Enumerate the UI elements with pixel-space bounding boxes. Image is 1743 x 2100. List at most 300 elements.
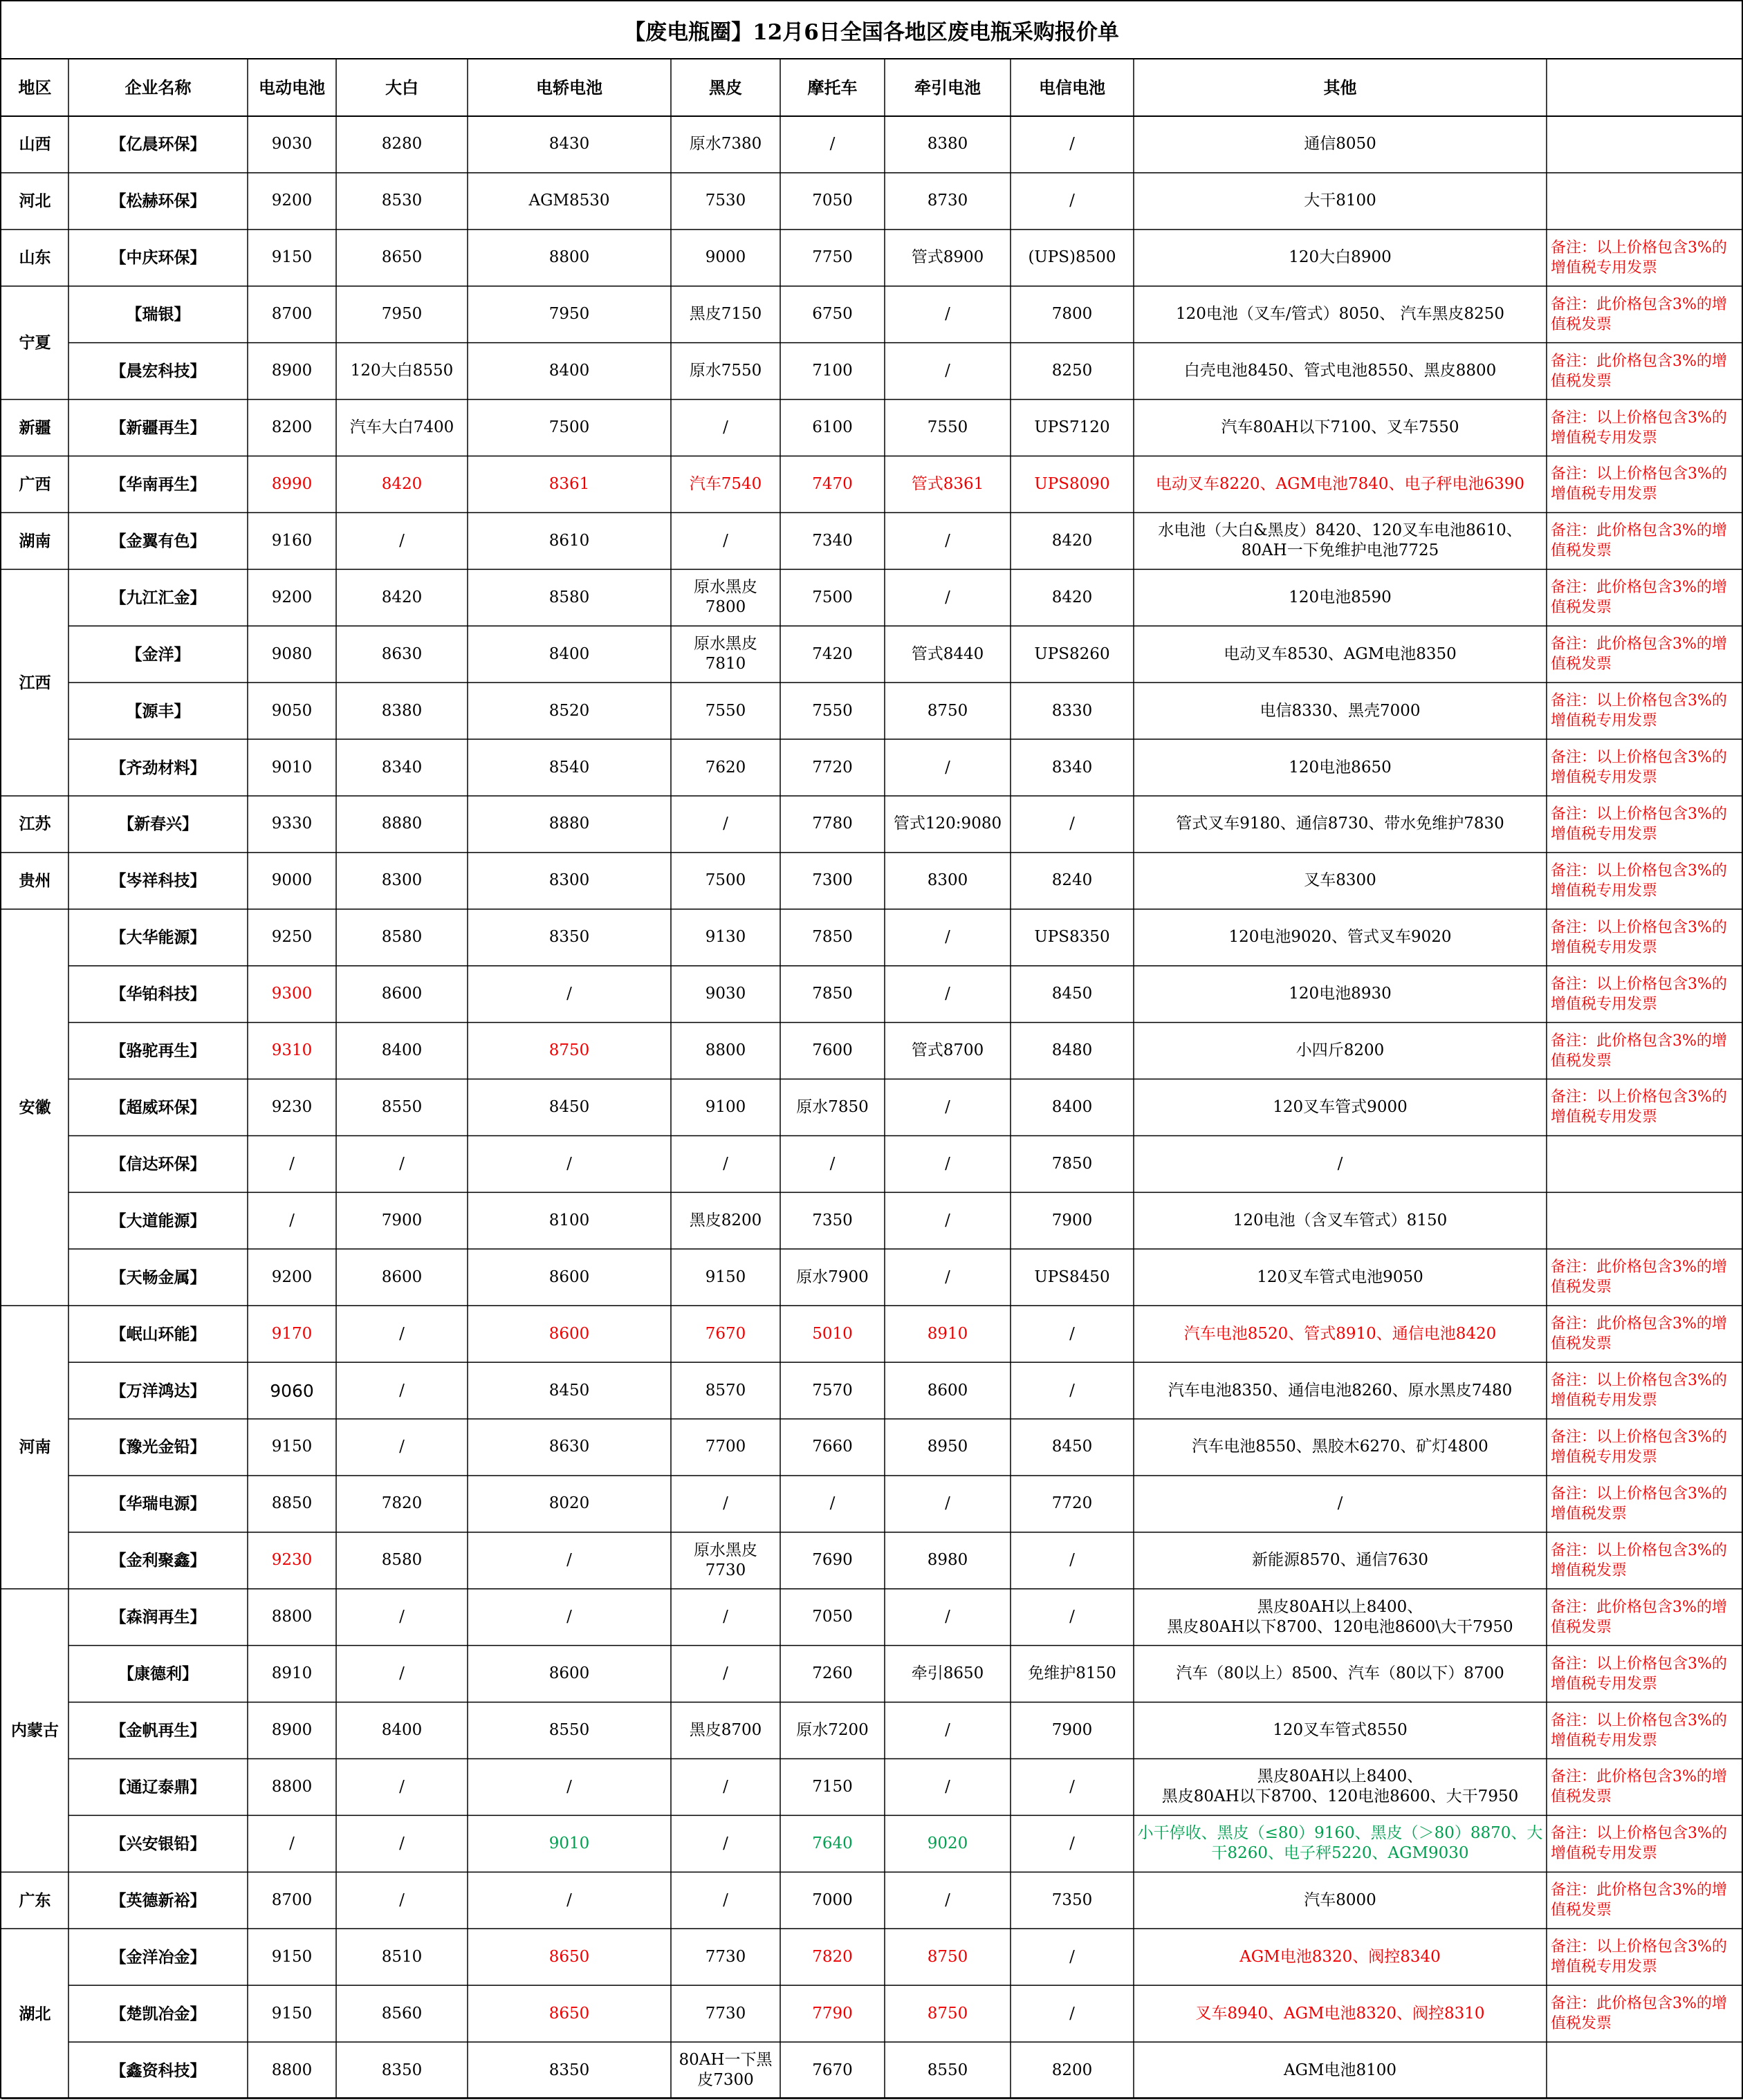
price-cell: 9100 [705, 1097, 746, 1116]
other-cell: 大干8100 [1304, 192, 1376, 210]
price-cell: / [289, 1834, 295, 1852]
price-cell: / [945, 362, 950, 380]
price-cell: 9060 [270, 1380, 314, 1401]
company-name: 【源丰】 [126, 701, 190, 721]
remark-cell: 备注：以上价格包含3%的增值税发票 [1551, 1485, 1727, 1523]
price-cell: 7620 [705, 758, 746, 777]
remark-cell: 备注：以上价格包含3%的增值税专用发票 [1551, 918, 1727, 956]
other-cell: 120叉车管式电池9050 [1257, 1267, 1423, 1286]
price-cell: 8880 [548, 815, 590, 833]
other-cell: 120电池8590 [1289, 588, 1392, 606]
price-cell: 8450 [548, 1381, 590, 1400]
price-cell: UPS7120 [1034, 418, 1110, 437]
price-cell: 9160 [271, 531, 313, 550]
remark-cell: 备注：以上价格包含3%的增值税专用发票 [1551, 1088, 1727, 1126]
price-cell: 7750 [812, 248, 853, 267]
price-cell: 8580 [381, 1551, 423, 1570]
price-cell: 6750 [812, 305, 853, 324]
company-name: 【华瑞电源】 [110, 1494, 206, 1514]
remark-cell: 备注：以上价格包含3%的增值税专用发票 [1551, 1428, 1727, 1466]
price-cell: 原水7900 [796, 1267, 869, 1286]
remark-cell: 备注：以上价格包含3%的增值税专用发票 [1551, 465, 1727, 503]
price-cell: / [945, 985, 950, 1003]
remark-cell: 备注：以上价格包含3%的增值税专用发票 [1551, 975, 1727, 1013]
remark-cell: 备注：此价格包含3%的增值税发票 [1551, 1315, 1727, 1353]
price-cell: 7500 [705, 871, 746, 890]
price-cell: 7850 [812, 985, 853, 1003]
price-cell: 8340 [381, 758, 423, 777]
other-cell: 汽车电池8550、黑胶木6270、矿灯4800 [1192, 1438, 1488, 1456]
price-cell: / [829, 1494, 836, 1513]
price-cell: 8600 [381, 985, 423, 1003]
price-cell: 7720 [812, 758, 853, 777]
other-cell: AGM电池8100 [1283, 2061, 1397, 2079]
price-cell: 7950 [548, 305, 590, 324]
remark-cell: 备注：以上价格包含3%的增值税专用发票 [1551, 1372, 1727, 1410]
price-cell: 7550 [812, 701, 853, 720]
price-cell: / [945, 928, 950, 947]
price-cell: 8540 [548, 758, 590, 777]
other-cell: 黑皮80AH以上8400、 黑皮80AH以下8700、120电池8600、大干7950 [1161, 1767, 1519, 1806]
price-cell: / [723, 418, 728, 437]
remark-cell [1547, 116, 1743, 173]
price-cell: / [399, 1381, 405, 1400]
region-label: 江西 [19, 673, 51, 692]
other-cell: 电动叉车8220、AGM电池7840、电子秤电池6390 [1155, 474, 1525, 493]
company-name: 【豫光金铅】 [110, 1438, 206, 1457]
price-cell: 7500 [812, 588, 853, 606]
price-cell: 9150 [271, 2004, 313, 2023]
price-cell: / [1069, 1381, 1075, 1400]
price-cell: / [723, 1777, 728, 1796]
company-name: 【岷山环能】 [110, 1324, 206, 1344]
company-name: 【天畅金属】 [110, 1267, 206, 1287]
region-label: 山东 [19, 248, 51, 268]
remark-cell: 备注：以上价格包含3%的增值税专用发票 [1551, 805, 1727, 843]
company-name: 【楚凯冶金】 [110, 2004, 206, 2023]
price-cell: 8510 [381, 1947, 423, 1966]
price-cell: / [399, 1438, 405, 1456]
price-cell: 汽车大白7400 [349, 418, 454, 437]
company-name: 【金翼有色】 [110, 531, 206, 550]
price-cell: 9150 [271, 1947, 313, 1966]
remark-cell: 备注：此价格包含3%的增值税发票 [1551, 1258, 1727, 1297]
price-cell: / [399, 1154, 405, 1173]
price-cell: (UPS)8500 [1028, 248, 1116, 267]
other-cell: 汽车8000 [1304, 1890, 1376, 1909]
company-name: 【骆驼再生】 [110, 1041, 206, 1061]
price-cell: / [1069, 1608, 1075, 1626]
price-cell: 8750 [927, 701, 968, 720]
other-cell: 120电池8930 [1289, 985, 1392, 1003]
price-cell: 9000 [705, 248, 746, 267]
price-cell: 7670 [812, 2061, 853, 2079]
company-name: 【兴安银铅】 [110, 1834, 206, 1853]
price-cell: / [723, 1494, 728, 1513]
price-cell: / [399, 1834, 405, 1852]
price-cell: 8750 [927, 2004, 968, 2023]
price-cell: UPS8090 [1034, 474, 1110, 493]
price-cell: 8450 [1051, 985, 1093, 1003]
company-name: 【万洋鸿达】 [110, 1381, 206, 1400]
price-cell: 7570 [812, 1381, 853, 1400]
region-label: 贵州 [19, 871, 51, 891]
other-cell: 电信8330、黑壳7000 [1260, 701, 1421, 720]
price-cell: / [1069, 1947, 1075, 1966]
price-cell: / [566, 1777, 572, 1796]
other-cell: 120叉车管式8550 [1273, 1721, 1408, 1740]
remark-cell: 备注：以上价格包含3%的增值税专用发票 [1551, 1711, 1727, 1749]
price-cell: 7300 [812, 871, 853, 890]
remark-cell: 备注：此价格包含3%的增值税发票 [1551, 522, 1727, 560]
other-cell: 管式叉车9180、通信8730、带水免维护7830 [1176, 815, 1504, 833]
region-label: 新疆 [19, 418, 51, 438]
page-title: 【废电瓶圈】12月6日全国各地区废电瓶采购报价单 [1, 1, 1742, 59]
price-cell: / [1069, 1834, 1075, 1852]
price-cell: / [945, 305, 950, 324]
remark-cell: 备注：此价格包含3%的增值税发票 [1551, 1598, 1727, 1636]
remark-cell: 备注：以上价格包含3%的增值税专用发票 [1551, 1938, 1727, 1976]
price-cell: 7420 [812, 644, 853, 663]
price-cell: 管式120:9080 [893, 815, 1002, 833]
column-header: 企业名称 [124, 77, 192, 97]
price-cell: / [723, 1154, 728, 1173]
price-cell: / [289, 1211, 295, 1229]
remark-cell: 备注：以上价格包含3%的增值税专用发票 [1551, 239, 1727, 277]
price-cell: 9010 [271, 758, 313, 777]
price-cell: 8910 [271, 1664, 313, 1683]
price-cell: 8400 [1051, 1097, 1093, 1116]
price-cell: 8750 [548, 1041, 590, 1060]
price-cell: 8980 [927, 1551, 968, 1570]
price-cell: / [945, 1608, 950, 1626]
price-cell: 8800 [271, 1777, 313, 1796]
price-cell: / [1069, 2004, 1075, 2023]
price-cell: 8610 [548, 531, 590, 550]
price-cell: / [829, 135, 836, 154]
remark-cell: 备注：此价格包含3%的增值税发票 [1551, 1768, 1727, 1806]
other-cell: 120大白8900 [1289, 248, 1392, 267]
company-name: 【金洋】 [126, 644, 190, 664]
other-cell: 黑皮80AH以上8400、 黑皮80AH以下8700、120电池8600\大干7950 [1167, 1597, 1513, 1636]
price-cell: 原水黑皮7800 [694, 578, 757, 617]
price-cell: / [945, 1494, 950, 1513]
price-cell: 8550 [548, 1721, 590, 1740]
price-cell: 7350 [812, 1211, 853, 1229]
price-cell: 8900 [271, 1721, 313, 1740]
remark-cell: 备注：以上价格包含3%的增值税专用发票 [1551, 749, 1727, 786]
price-cell: 9170 [271, 1324, 313, 1343]
other-cell: 小干停收、黑皮（≤80）9160、黑皮（＞80）8870、大干8260、电子秤5220、AGM9030 [1137, 1824, 1543, 1863]
region-label: 河北 [19, 192, 51, 211]
region-label: 湖南 [19, 531, 51, 550]
price-cell: 9130 [705, 928, 746, 947]
price-cell: / [1069, 1777, 1075, 1796]
price-cell: / [289, 1154, 295, 1173]
other-cell: 汽车（80以上）8500、汽车（80以下）8700 [1176, 1664, 1504, 1683]
price-cell: 8450 [548, 1097, 590, 1116]
price-cell: 8700 [271, 1890, 313, 1909]
price-cell: / [566, 1154, 572, 1173]
company-name: 【岑祥科技】 [110, 871, 206, 891]
region-label: 湖北 [19, 2004, 51, 2023]
price-cell: 8100 [548, 1211, 590, 1229]
price-cell: 9010 [548, 1834, 590, 1852]
company-name: 【大道能源】 [110, 1211, 206, 1230]
price-cell: 9200 [271, 192, 313, 210]
price-cell: 8800 [271, 2061, 313, 2079]
remark-cell: 备注：此价格包含3%的增值税发票 [1551, 635, 1727, 673]
column-header: 电轿电池 [536, 77, 602, 97]
price-cell: 8240 [1051, 871, 1093, 890]
company-name: 【九江汇金】 [110, 588, 206, 607]
price-cell: 8340 [1051, 758, 1093, 777]
company-name: 【金帆再生】 [110, 1721, 206, 1740]
other-cell: 120电池9020、管式叉车9020 [1228, 928, 1452, 947]
remark-cell: 备注：以上价格包含3%的增值税专用发票 [1551, 1825, 1727, 1863]
price-cell: 9230 [271, 1551, 313, 1570]
company-name: 【华南再生】 [110, 474, 206, 494]
price-cell: / [399, 531, 405, 550]
price-cell: / [1069, 192, 1075, 210]
price-cell: 9050 [271, 701, 313, 720]
company-name: 【康德利】 [118, 1664, 198, 1684]
column-header: 电动电池 [259, 77, 325, 97]
price-cell: 7600 [812, 1041, 853, 1060]
price-cell: 120大白8550 [350, 362, 454, 380]
price-cell: 8750 [927, 1947, 968, 1966]
other-cell: 汽车80AH以下7100、叉车7550 [1221, 418, 1459, 437]
price-cell: / [399, 1777, 405, 1796]
price-cell: 8200 [1051, 2061, 1093, 2079]
price-cell: 8630 [381, 644, 423, 663]
price-cell: 8400 [548, 362, 590, 380]
region-label: 内蒙古 [11, 1721, 59, 1740]
price-cell: 7900 [1051, 1211, 1093, 1229]
company-name: 【英德新裕】 [110, 1890, 206, 1910]
price-cell: / [723, 1834, 728, 1852]
price-cell: 牵引8650 [911, 1664, 984, 1683]
price-cell: 8480 [1051, 1041, 1093, 1060]
price-cell: 8650 [548, 2004, 590, 2023]
price-cell: UPS8450 [1034, 1267, 1110, 1286]
price-cell: AGM8530 [528, 192, 610, 210]
price-cell: 8800 [548, 248, 590, 267]
column-header: 电信电池 [1039, 77, 1105, 97]
price-cell: 9200 [271, 1267, 313, 1286]
price-cell: 8650 [548, 1947, 590, 1966]
price-cell: 管式8440 [911, 644, 984, 663]
column-header: 黑皮 [709, 77, 742, 97]
price-cell: / [945, 1097, 950, 1116]
price-cell: 7800 [1051, 305, 1093, 324]
price-cell: 8730 [927, 192, 968, 210]
remark-cell [1547, 1135, 1743, 1192]
remark-cell: 备注：此价格包含3%的增值税发票 [1551, 579, 1727, 617]
price-cell: 8200 [271, 418, 313, 437]
price-cell: 7700 [705, 1438, 746, 1456]
other-cell: AGM电池8320、阀控8340 [1239, 1947, 1441, 1966]
price-cell: 7350 [1051, 1890, 1093, 1909]
other-cell: 120电池8650 [1289, 758, 1392, 777]
column-header: 其他 [1323, 77, 1357, 97]
price-cell: / [945, 1267, 950, 1286]
price-cell: 9080 [271, 644, 313, 663]
price-cell: 7500 [548, 418, 590, 437]
company-name: 【松赫环保】 [110, 192, 206, 211]
price-cell: 8580 [548, 588, 590, 606]
price-cell: 9020 [927, 1834, 968, 1852]
price-cell: 汽车7540 [689, 474, 762, 493]
price-cell: / [566, 1551, 572, 1570]
other-cell: 电动叉车8530、AGM电池8350 [1224, 644, 1457, 663]
remark-cell [1547, 2042, 1743, 2099]
company-name: 【晨宏科技】 [110, 362, 206, 381]
column-header: 大白 [385, 77, 418, 97]
price-cell: 8420 [381, 474, 423, 493]
region-label: 宁夏 [19, 333, 51, 353]
company-name: 【大华能源】 [110, 928, 206, 947]
price-cell: 原水7200 [796, 1721, 869, 1740]
price-cell: 8380 [381, 701, 423, 720]
price-cell: 8630 [548, 1438, 590, 1456]
price-cell: 8420 [1051, 588, 1093, 606]
price-cell: / [566, 1890, 572, 1909]
remark-cell: 备注：以上价格包含3%的增值税专用发票 [1551, 692, 1727, 730]
other-cell: 白壳电池8450、管式电池8550、黑皮8800 [1183, 362, 1497, 380]
company-name: 【通辽泰鼎】 [110, 1777, 206, 1796]
price-cell: / [945, 758, 950, 777]
price-cell: / [723, 815, 728, 833]
price-cell: 8020 [548, 1494, 590, 1513]
column-header [1547, 58, 1743, 116]
price-cell: 7690 [812, 1551, 853, 1570]
company-name: 【超威环保】 [110, 1097, 206, 1117]
price-cell: 8700 [271, 305, 313, 324]
column-header: 牵引电池 [914, 77, 981, 97]
price-cell: 8580 [381, 928, 423, 947]
region-label: 江苏 [19, 815, 51, 834]
company-name: 【新春兴】 [118, 815, 198, 834]
price-cell: 8350 [381, 2061, 423, 2079]
price-cell: 8570 [705, 1381, 746, 1400]
other-cell: 120叉车管式9000 [1273, 1097, 1408, 1116]
other-cell: 新能源8570、通信7630 [1251, 1551, 1429, 1570]
price-cell: / [399, 1890, 405, 1909]
price-cell: 8550 [381, 1097, 423, 1116]
price-cell: 9150 [705, 1267, 746, 1286]
remark-cell: 备注：此价格包含3%的增值税发票 [1551, 1881, 1727, 1920]
price-cell: 8361 [548, 474, 590, 493]
remark-cell: 备注：以上价格包含3%的增值税专用发票 [1551, 862, 1727, 900]
price-cell: / [723, 1608, 728, 1626]
price-cell: 7820 [381, 1494, 423, 1513]
other-cell: 120电池（含叉车管式）8150 [1233, 1211, 1448, 1229]
price-cell: 8600 [927, 1381, 968, 1400]
price-cell: 8600 [548, 1267, 590, 1286]
other-cell: 通信8050 [1304, 135, 1376, 154]
region-label: 河南 [19, 1438, 51, 1457]
price-cell: 7000 [812, 1890, 853, 1909]
company-name: 【齐劲材料】 [110, 758, 206, 777]
price-cell: 8800 [705, 1041, 746, 1060]
price-cell: 8430 [548, 135, 590, 154]
price-cell: 8600 [548, 1664, 590, 1683]
price-cell: 9200 [271, 588, 313, 606]
price-cell: / [723, 1890, 728, 1909]
price-cell: 原水黑皮7730 [694, 1541, 757, 1579]
price-cell: / [723, 1664, 728, 1683]
price-cell: 9150 [271, 248, 313, 267]
price-cell: / [1069, 815, 1075, 833]
price-cell: / [1069, 1324, 1075, 1343]
company-name: 【金洋冶金】 [110, 1947, 206, 1967]
company-name: 【森润再生】 [110, 1608, 206, 1627]
column-header: 摩托车 [807, 77, 858, 97]
price-cell: / [566, 985, 572, 1003]
price-cell: 8420 [381, 588, 423, 606]
price-cell: 9330 [271, 815, 313, 833]
price-cell: 9230 [271, 1097, 313, 1116]
price-cell: 7730 [705, 1947, 746, 1966]
price-cell: 80AH一下黑皮7300 [679, 2051, 773, 2090]
company-name: 【信达环保】 [110, 1154, 206, 1173]
price-cell: / [566, 1608, 572, 1626]
price-cell: 7470 [812, 474, 853, 493]
price-cell: UPS8260 [1034, 644, 1110, 663]
remark-cell: 备注：此价格包含3%的增值税发票 [1551, 295, 1727, 333]
price-cell: / [945, 1890, 950, 1909]
price-cell: 9000 [271, 871, 313, 890]
price-cell: 9300 [271, 985, 313, 1003]
company-name: 【新疆再生】 [110, 418, 206, 438]
price-cell: 8350 [548, 928, 590, 947]
price-cell: 7950 [381, 305, 423, 324]
price-cell: 原水黑皮7810 [694, 635, 757, 673]
price-cell: 黑皮7150 [689, 305, 762, 324]
price-cell: 原水7850 [796, 1097, 869, 1116]
price-cell: / [945, 1777, 950, 1796]
price-cell: 7850 [812, 928, 853, 947]
company-name: 【亿晨环保】 [110, 135, 206, 154]
price-cell: 8650 [381, 248, 423, 267]
price-cell: 7050 [812, 1608, 853, 1626]
price-cell: 免维护8150 [1028, 1664, 1116, 1683]
price-cell: 7790 [812, 2004, 853, 2023]
company-name: 【中庆环保】 [110, 248, 206, 268]
price-cell: 8900 [271, 362, 313, 380]
price-cell: 8600 [548, 1324, 590, 1343]
price-cell: / [399, 1324, 405, 1343]
price-cell: / [945, 1211, 950, 1229]
price-cell: 9150 [271, 1438, 313, 1456]
price-cell: 原水7550 [689, 362, 762, 380]
region-label: 广西 [19, 474, 51, 494]
price-cell: 7100 [812, 362, 853, 380]
price-cell: 7550 [927, 418, 968, 437]
price-cell: 6100 [812, 418, 853, 437]
remark-cell: 备注：此价格包含3%的增值税发票 [1551, 1032, 1727, 1070]
price-cell: 管式8361 [911, 474, 984, 493]
other-cell: 汽车电池8520、管式8910、通信电池8420 [1183, 1324, 1497, 1343]
price-cell: 7530 [705, 192, 746, 210]
price-cell: 8380 [927, 135, 968, 154]
price-cell: 7640 [812, 1834, 853, 1852]
price-cell: 7340 [812, 531, 853, 550]
price-cell: 7780 [812, 815, 853, 833]
price-cell: 8400 [381, 1721, 423, 1740]
price-cell: 8350 [548, 2061, 590, 2079]
